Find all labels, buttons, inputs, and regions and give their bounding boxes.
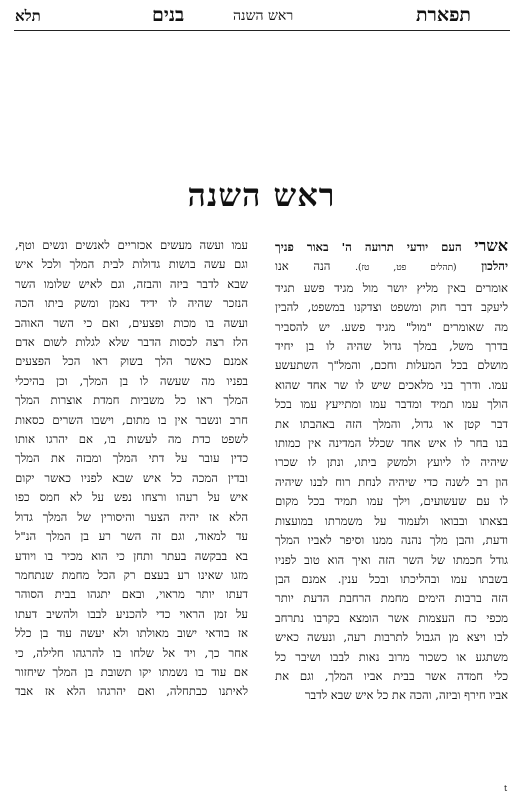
verse-line-rest: הנה אנו <box>275 259 331 274</box>
text-line: המלך ראו כל משביות חמדת אוצרות המלך <box>15 393 248 408</box>
text-line: דבר קטן או גדול, והמלך הזה באהבתו את <box>275 416 508 431</box>
text-line: הזה ברבות הימים מחמת הרחבת הדעת יותר <box>275 591 508 606</box>
text-line: שיהיה לו ליועץ ולמשק ביתו, ונתן לו שכרו <box>275 455 508 470</box>
text-line: כדין עובר על דתי המלך ומבזה את המלך <box>15 451 248 466</box>
text-line: ליעקב דבר חוק ומשפט וצדקנו במשפט, להבין <box>275 300 508 315</box>
text-line: מה שאומרים "מול" מגיד פשע. יש להסביר <box>275 319 508 334</box>
text-line: מושלם בכל המעלות וחכם, והמל"ך השתעשע <box>275 358 508 373</box>
book-title: תפארת <box>415 4 471 26</box>
text-line: אביו חירף וביזה, והכה את כל איש שבא לדבר <box>304 688 508 703</box>
text-line: איש על רעהו ורצחו נפש על לא חמס כפו <box>15 490 248 505</box>
verse-end: יהלכון <box>481 259 508 274</box>
verse-line <box>275 257 508 278</box>
opening-line <box>275 236 508 257</box>
text-line: משתגע או כשכור מרוב נאות לבבו ושיבר כל <box>275 649 508 664</box>
text-line: הון רב לשנה כדי שיהיה לנחת רוח לבנו שיהיה <box>275 474 508 489</box>
text-line: אחר כך, ויד אל שלחו בו להרגהו חלילה, כי <box>15 645 248 660</box>
text-line: בדרך משל, במלך גדול שהיה לו בן יחיד <box>275 339 508 354</box>
text-line: מזגו שאינו רע בעצם רק הכל מחמת שנתחמר <box>15 567 248 582</box>
text-line: ובדין המכה כל איש שבא לפניו כאשר יקום <box>15 470 248 485</box>
left-column <box>15 236 248 702</box>
text-line: עד למאוד, וגם זה השר רע בן המלך הנ"ל <box>15 529 248 544</box>
text-line: מכפי כח העצמות אשר הומצא בקרבו נתרחב <box>275 610 508 625</box>
text-line: אמנם כאשר הלך בשוק ראו הכל הפצעים <box>15 354 248 369</box>
chapter-title: ראש השנה <box>187 176 336 214</box>
text-line: אומרים באין מליץ יושר מול מגיד פשע תגיד <box>275 280 508 295</box>
opening-word: אשרי <box>474 236 508 255</box>
text-line: על זמן הראוי כדי להכניע לבבו ולהשיב דעתו <box>15 606 248 621</box>
text-line: הלא אז יהיה הצער והיסורין של המלך גדול <box>15 509 248 524</box>
left-column-lines <box>15 236 248 702</box>
text-line: עמו. ודרך בני מלאכים שיש לו שר אחד שהוא <box>275 377 508 392</box>
text-line: ועשה בו מכות ופצעים, ואם כי השר האוהב <box>15 315 248 330</box>
text-line: בא בבקשה בעתר ותחן כי הוא מכיר בו ויודע <box>15 548 248 563</box>
opening-verse: העם יודעי תרועה ה' באור פניך <box>275 240 462 254</box>
page-number: תלא <box>15 7 41 25</box>
text-line: וגם עשה בושות גדולות לבית המלך ולכל איש <box>15 257 248 272</box>
text-line: אם עוד בו נשמתו יקו תשובת בן המלך שיחזור <box>15 664 248 679</box>
text-line: כלי חמדה אשר בבית אביו המלך, וגם את <box>275 668 508 683</box>
section-title: ראש השנה <box>233 8 294 24</box>
text-line: עמו ועשה מעשים אכזריים לאנשים ונשים וטף, <box>15 238 248 252</box>
text-line: לאיתנו כבתחלה, ואם יהרגהו הלא אז אבד <box>15 684 248 699</box>
text-line: בנו בחר לו איש אחד שכלל המדינה אין כמותו <box>275 436 508 451</box>
text-line: בצאתו ובבואו ולעמוד על משמרתו במועצות <box>275 513 508 528</box>
text-line: הלז רצה לכסות הדבר שלא לגלות לשום אדם <box>15 335 248 350</box>
right-column <box>275 236 508 706</box>
text-line: בפניו מה שעשה לו בן המלך, וכן בהיכלי <box>15 373 248 388</box>
text-line: בשבתו עמו ובהליכתו ובכל ענין. אמנם הבן <box>275 571 508 586</box>
text-line: לשפט כדת מה לעשות בו, אם יהרגו אותו <box>15 432 248 447</box>
text-line: חרב ונשבר אין בו מתום, וישבו השרים כסאות <box>15 412 248 427</box>
text-line: לבו ויצא מן הגבול לתרבות רעה, ונעשה כאיש <box>275 630 508 645</box>
text-line: לו עם שעשועים, וילך עמו תמיד בכל מקום <box>275 494 508 509</box>
text-line: הולך עמו תמיד ומדבר עמו ומתייעץ עמו בכל <box>275 397 508 412</box>
page-header <box>0 4 523 30</box>
book-subtitle: בנים <box>152 4 185 26</box>
text-line: דעתו יותר מראוי, ובאם יתגהו בבית הסוהר <box>15 587 248 602</box>
verse-reference: (תהלים פט, טז). <box>355 263 457 274</box>
text-line: אז בודאי ישוב מאולתו ולא יעשה עוד בן כלל <box>15 626 248 641</box>
text-line: שבא לדבר ביזה והבזה, וגם לאיש שלומו השר <box>15 276 248 291</box>
text-line: ודעת, והבן מלך נהנה ממנו וסיפר לאביו המלך <box>275 533 508 548</box>
right-column-lines <box>275 279 508 706</box>
footer-mark: t <box>504 784 508 793</box>
header-rule <box>14 30 510 31</box>
text-line: גודל חכמתו של השר הזה ואיך הוא טוב לפניו <box>275 552 508 567</box>
text-line: הנזכר שהיה לו ידיד נאמן ומשק ביתו הכה <box>15 296 248 311</box>
